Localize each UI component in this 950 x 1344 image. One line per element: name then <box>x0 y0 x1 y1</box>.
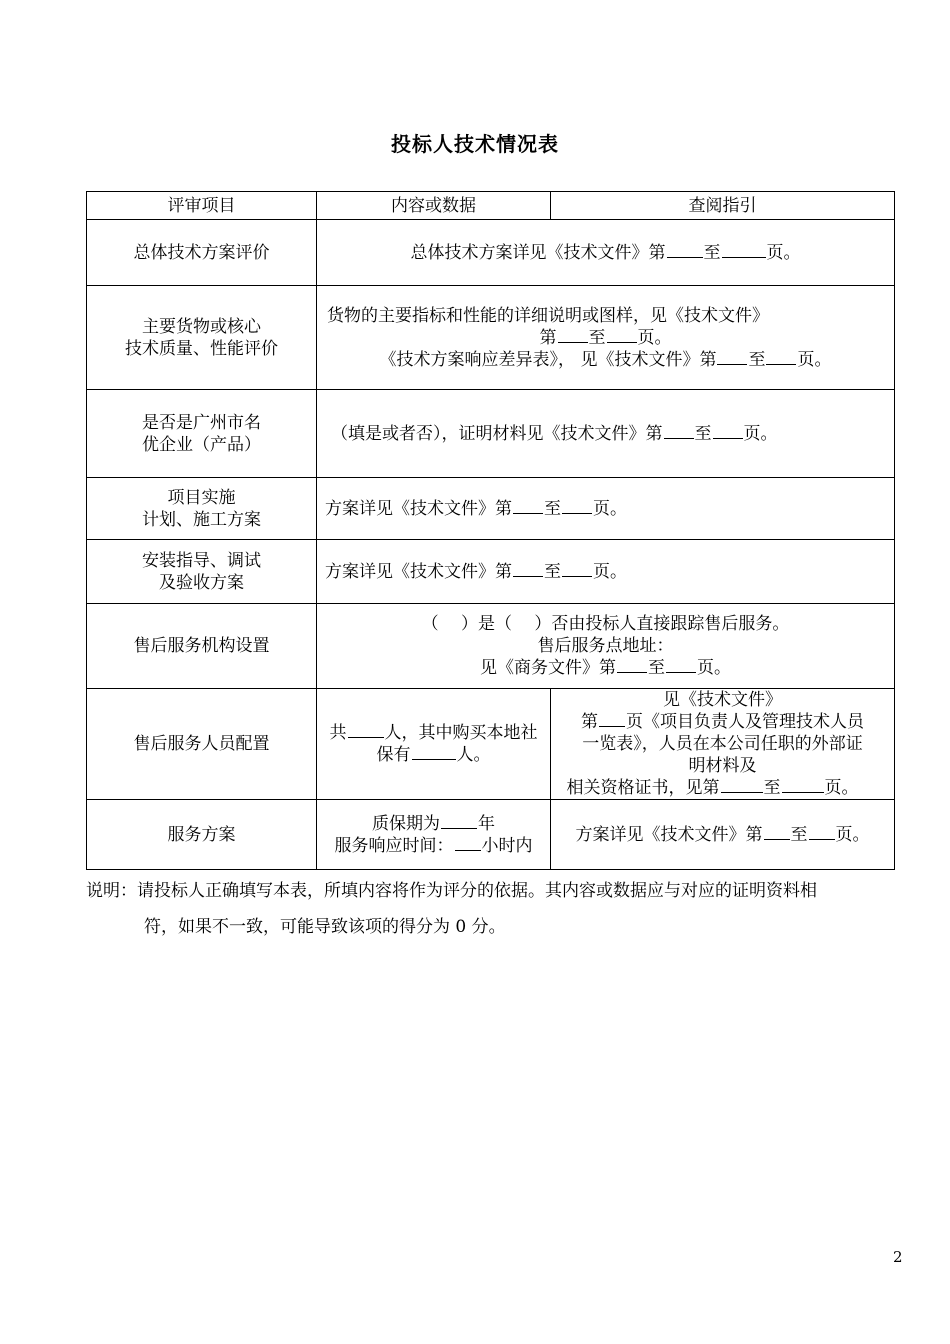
fill-blank[interactable] <box>599 725 625 727</box>
fill-blank[interactable] <box>766 363 796 365</box>
fill-blank[interactable] <box>617 671 647 673</box>
row-content-implementation-plan: 方案详见《技术文件》第 至 页。 <box>317 478 895 540</box>
row-content-service-org: （ ）是（ ）否由投标人直接跟踪售后服务。 售后服务点地址： 见《商务文件》第 至 页。 <box>317 604 895 689</box>
table-row <box>87 286 895 390</box>
page-number: 2 <box>893 1248 903 1266</box>
note-line-1: 说明：请投标人正确填写本表，所填内容将作为评分的依据。其内容或数据应与对应的证明资料相 <box>86 881 817 901</box>
row-content-famous-enterprise: （填是或者否），证明材料见《技术文件》第 至 页。 <box>317 390 895 478</box>
row-item-core-goods: 主要货物或核心 技术质量、性能评价 <box>87 286 317 390</box>
fill-blank[interactable] <box>721 791 763 793</box>
row-content-installation: 方案详见《技术文件》第 至 页。 <box>317 540 895 604</box>
page-title: 投标人技术情况表 <box>391 132 559 156</box>
fill-blank[interactable] <box>558 341 588 343</box>
fill-blank[interactable] <box>809 838 835 840</box>
row-item-installation: 安装指导、调试 及验收方案 <box>87 540 317 604</box>
fill-blank[interactable] <box>455 849 481 851</box>
row-item-service-org: 售后服务机构设置 <box>87 604 317 689</box>
fill-blank[interactable] <box>607 341 637 343</box>
table-row <box>87 220 895 286</box>
table-row <box>87 689 895 800</box>
row-item-service-staff: 售后服务人员配置 <box>87 689 317 800</box>
fill-blank[interactable] <box>667 256 703 258</box>
fill-blank[interactable] <box>412 758 456 760</box>
fill-blank[interactable] <box>722 256 766 258</box>
row-item-famous-enterprise: 是否是广州市名 优企业（产品） <box>87 390 317 478</box>
table-row <box>87 478 895 540</box>
fill-blank[interactable] <box>782 791 824 793</box>
row-item-overall-plan: 总体技术方案评价 <box>87 220 317 286</box>
row-item-service-plan: 服务方案 <box>87 800 317 870</box>
tech-status-table <box>86 191 895 870</box>
header-review-item: 评审项目 <box>87 192 317 220</box>
header-guide: 查阅指引 <box>551 192 895 220</box>
fill-blank[interactable] <box>513 575 543 577</box>
row-guide-service-plan: 方案详见《技术文件》第 至 页。 <box>551 800 895 870</box>
fill-blank[interactable] <box>562 512 592 514</box>
row-content-service-staff: 共 人，其中购买本地社 保有 人。 <box>317 689 551 800</box>
row-content-core-goods: 货物的主要指标和性能的详细说明或图样，见《技术文件》 第 至 页。 《技术方案响应差异表》， 见《技术文件》第 至 页。 <box>317 286 895 390</box>
table-row <box>87 540 895 604</box>
fill-blank[interactable] <box>764 838 790 840</box>
fill-blank[interactable] <box>666 671 696 673</box>
fill-blank[interactable] <box>664 437 694 439</box>
fill-blank[interactable] <box>513 512 543 514</box>
fill-blank[interactable] <box>562 575 592 577</box>
row-content-overall-plan: 总体技术方案详见《技术文件》第 至 页。 <box>317 220 895 286</box>
table-row <box>87 800 895 870</box>
row-item-implementation-plan: 项目实施 计划、施工方案 <box>87 478 317 540</box>
table-row <box>87 604 895 689</box>
fill-blank[interactable] <box>717 363 747 365</box>
fill-blank[interactable] <box>441 827 477 829</box>
fill-blank[interactable] <box>713 437 743 439</box>
table-note <box>86 873 906 945</box>
header-content: 内容或数据 <box>317 192 551 220</box>
note-line-2: 符，如果不一致，可能导致该项的得分为 0 分。 <box>144 917 506 937</box>
row-guide-service-staff: 见《技术文件》 第 页《项目负责人及管理技术人员 一览表》，人员在本公司任职的外部证 明材料及 相关资格证书，见第 至 页。 <box>551 689 895 800</box>
table-row <box>87 390 895 478</box>
table-header-row <box>87 192 895 220</box>
fill-blank[interactable] <box>348 736 384 738</box>
row-content-service-plan: 质保期为 年 服务响应时间： 小时内 <box>317 800 551 870</box>
